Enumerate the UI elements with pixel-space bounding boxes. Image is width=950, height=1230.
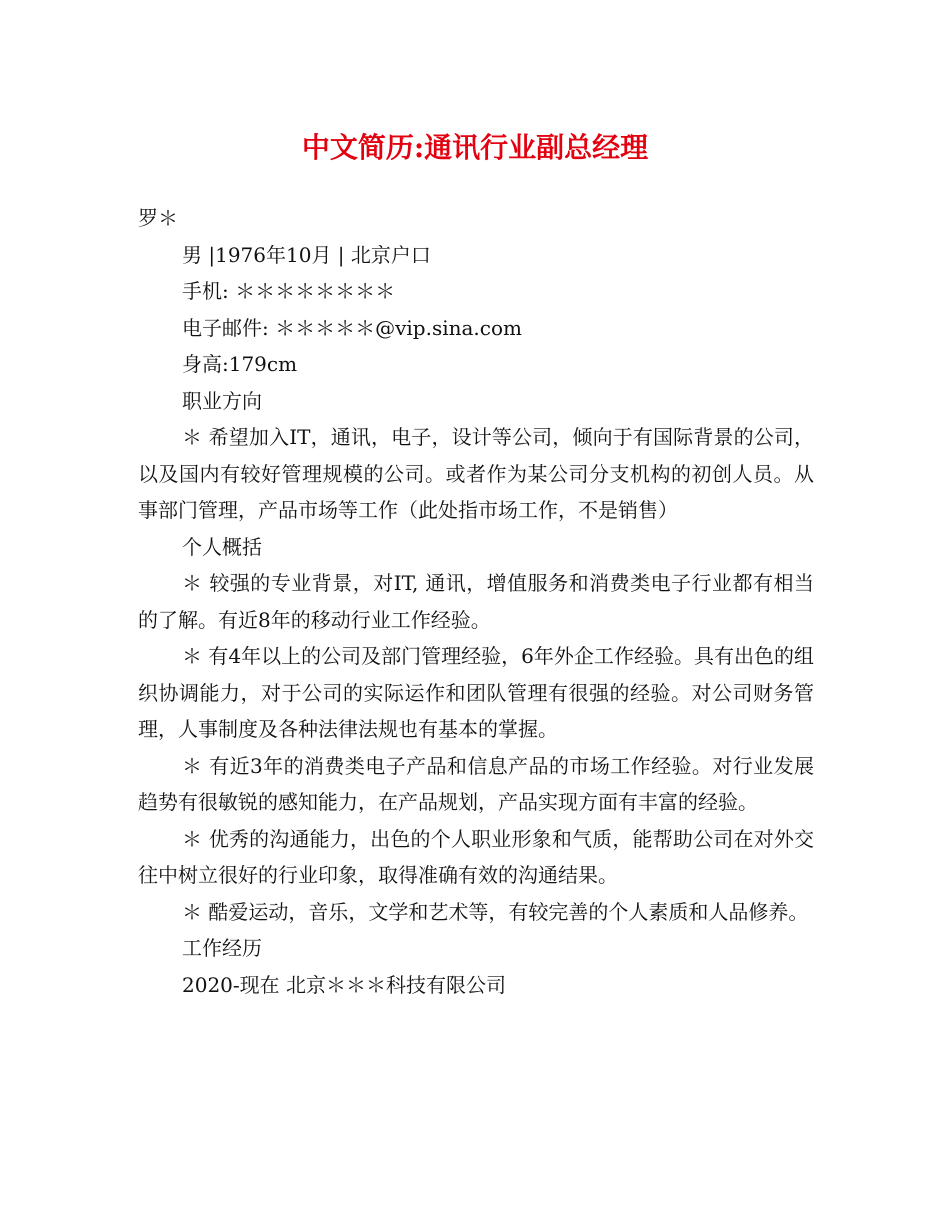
basic-info: 男 |1976年10月 | 北京户口 [182,242,431,267]
summary-heading: 个人概括 [182,534,262,559]
document-title: 中文简历:通讯行业副总经理 [301,131,649,164]
summary-item: ＊ 有近3年的消费类电子产品和信息产品的市场工作经验。对行业发展趋势有很敏锐的感知能力，在产品规划，产品实现方面有丰富的经验。 [138,753,814,814]
work-entry: 2020-现在 北京＊＊＊科技有限公司 [182,972,507,997]
resume-body [138,200,814,1003]
summary-item: ＊ 酷爱运动，音乐，文学和艺术等，有较完善的个人素质和人品修养。 [182,899,809,924]
career-paragraph: ＊ 希望加入IT，通讯，电子，设计等公司，倾向于有国际背景的公司，以及国内有较好管理规模的公司。或者作为某公司分支机构的初创人员。从事部门管理，产品市场等工作（此处指市场工作，不是销售） [138,425,814,522]
career-heading: 职业方向 [182,388,262,413]
summary-item: ＊ 有4年以上的公司及部门管理经验，6年外企工作经验。具有出色的组织协调能力，对于公司的实际运作和团队管理有很强的经验。对公司财务管理，人事制度及各种法律法规也有基本的掌握。 [138,644,814,741]
summary-item: ＊ 较强的专业背景，对IT, 通讯，增值服务和消费类电子行业都有相当的了解。有近8年的移动行业工作经验。 [138,571,814,632]
height-line: 身高:179cm [182,352,298,376]
phone-line: 手机: ＊＊＊＊＊＊＊＊ [182,279,396,303]
work-heading: 工作经历 [182,936,262,960]
summary-item: ＊ 优秀的沟通能力，出色的个人职业形象和气质，能帮助公司在对外交往中树立很好的行业印象，取得准确有效的沟通结果。 [138,826,814,887]
email-line: 电子邮件: ＊＊＊＊＊@vip.sina.com [182,315,522,340]
candidate-name: 罗＊ [138,206,178,230]
